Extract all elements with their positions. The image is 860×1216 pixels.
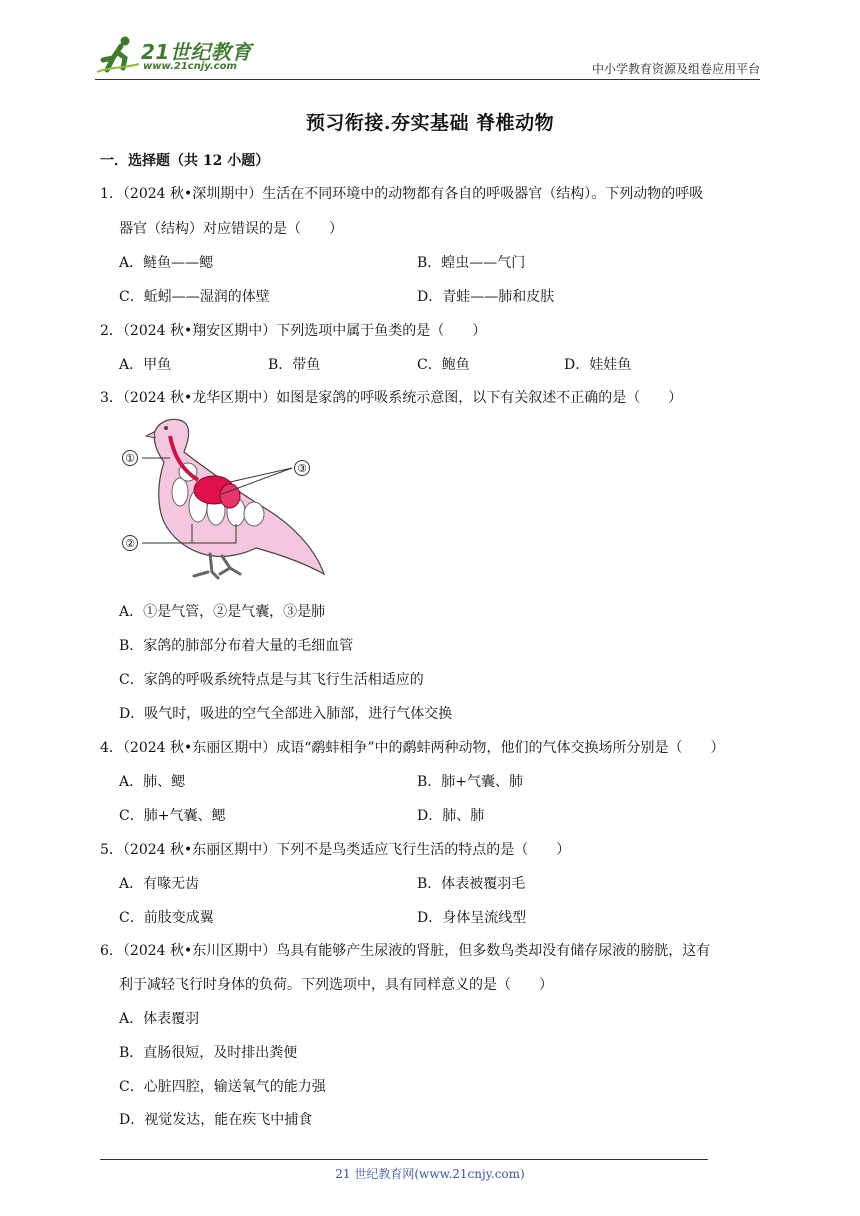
question-5-option-c[interactable]: C．前肢变成翼 <box>119 910 214 926</box>
question-2-option-d[interactable]: D．娃娃鱼 <box>564 357 632 373</box>
question-2-option-c[interactable]: C．鲍鱼 <box>417 357 470 373</box>
question-2-option-b[interactable]: B．带鱼 <box>268 357 321 373</box>
question-3-option-a[interactable]: A．①是气管，②是气囊，③是肺 <box>119 604 326 620</box>
question-5-option-d[interactable]: D．身体呈流线型 <box>417 910 527 926</box>
figure-label-3: ③ <box>297 462 307 475</box>
runner-logo-icon <box>95 34 141 74</box>
site-logo[interactable] <box>95 34 260 74</box>
platform-tagline: 中小学教育资源及组卷应用平台 <box>591 62 760 76</box>
section-heading: 一．选择题（共 12 小题） <box>100 153 270 169</box>
question-4-option-a[interactable]: A．肺、鳃 <box>119 774 186 790</box>
logo-text: 21世纪教育 <box>141 40 252 64</box>
question-2-line-1: 2．（2024 秋•翔安区期中）下列选项中属于鱼类的是（ ） <box>100 323 487 339</box>
header-divider <box>95 79 760 80</box>
figure-label-2: ② <box>125 537 135 550</box>
question-6-option-b[interactable]: B．直肠很短，及时排出粪便 <box>119 1045 298 1061</box>
question-1-option-c[interactable]: C．蚯蚓——湿润的体壁 <box>119 289 270 305</box>
question-1-option-d[interactable]: D．青蛙——肺和皮肤 <box>417 289 555 305</box>
logo-url: www.21cnjy.com <box>143 61 237 72</box>
figure-label-1: ① <box>125 452 135 465</box>
question-5-option-b[interactable]: B．体表被覆羽毛 <box>417 876 526 892</box>
question-4-option-c[interactable]: C．肺+气囊、鳃 <box>119 808 226 824</box>
question-1-option-a[interactable]: A．鲢鱼——鳃 <box>119 255 214 271</box>
question-3-line-1: 3．（2024 秋•龙华区期中）如图是家鸽的呼吸系统示意图，以下有关叙述不正确的是（ ） <box>100 390 683 406</box>
question-2-option-a[interactable]: A．甲鱼 <box>119 357 172 373</box>
pigeon-illustration <box>118 396 338 584</box>
question-5-option-a[interactable]: A．有喙无齿 <box>119 876 200 892</box>
question-3-option-b[interactable]: B．家鸽的肺部分布着大量的毛细血管 <box>119 638 354 654</box>
question-3-option-d[interactable]: D．吸气时，吸进的空气全部进入肺部，进行气体交换 <box>119 706 453 722</box>
question-6-option-c[interactable]: C．心脏四腔，输送氧气的能力强 <box>119 1079 326 1095</box>
question-6-line-2: 利于减轻飞行时身体的负荷。下列选项中，具有同样意义的是（ ） <box>119 977 553 993</box>
question-5-line-1: 5．（2024 秋•东丽区期中）下列不是鸟类适应飞行生活的特点的是（ ） <box>100 842 571 858</box>
question-4-option-d[interactable]: D．肺、肺 <box>417 808 485 824</box>
question-1-option-b[interactable]: B．蝗虫——气门 <box>417 255 526 271</box>
document-title: 预习衔接.夯实基础 脊椎动物 <box>305 112 555 134</box>
question-6-option-d[interactable]: D．视觉发达，能在疾飞中捕食 <box>119 1112 313 1128</box>
pigeon-respiratory-diagram <box>118 396 338 584</box>
question-6-option-a[interactable]: A．体表覆羽 <box>119 1011 200 1027</box>
question-6-line-1: 6．（2024 秋•东川区期中）鸟具有能够产生尿液的肾脏，但多数鸟类却没有储存尿液的膀胱，这有 <box>100 943 711 959</box>
footer-divider <box>100 1159 708 1160</box>
question-1-line-1: 1．（2024 秋•深圳期中）生活在不同环境中的动物都有各自的呼吸器官（结构）。下列动物的呼吸 <box>100 186 704 202</box>
question-4-option-b[interactable]: B．肺+气囊、肺 <box>417 774 524 790</box>
question-3-option-c[interactable]: C．家鸽的呼吸系统特点是与其飞行生活相适应的 <box>119 672 424 688</box>
question-4-line-1: 4．（2024 秋•东丽区期中）成语“鹬蚌相争”中的鹬蚌两种动物，他们的气体交换场所分别是（ ） <box>100 740 725 756</box>
page-header <box>95 30 760 78</box>
footer-link[interactable]: 21 世纪教育网(www.21cnjy.com) <box>335 1167 525 1181</box>
question-1-line-2: 器官（结构）对应错误的是（ ） <box>119 221 343 237</box>
